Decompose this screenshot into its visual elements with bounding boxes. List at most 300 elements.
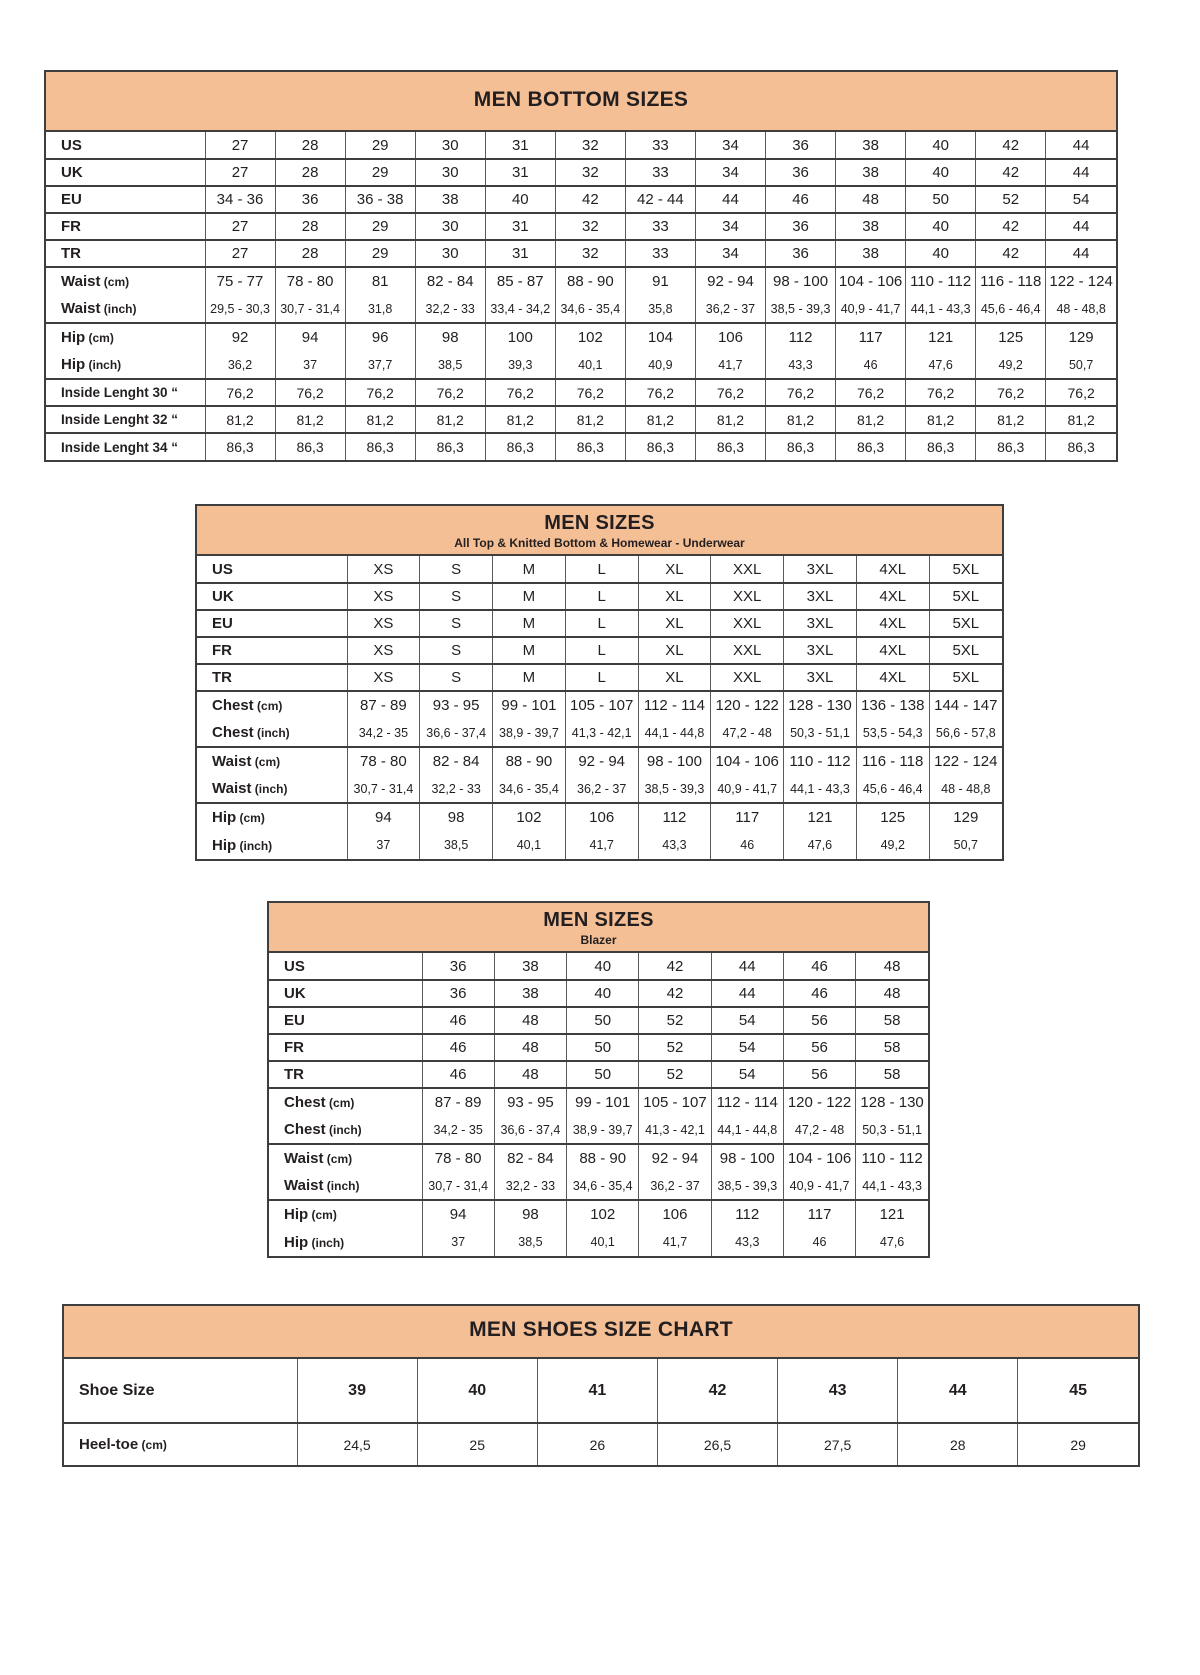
table-cell: 48 (836, 186, 906, 213)
row-label: Shoe Size (79, 1381, 155, 1399)
table-cell: 48 (856, 980, 928, 1007)
men-bottom-sizes-table (46, 132, 1116, 460)
table-cell: 122 - 124 (1046, 267, 1116, 295)
table-cell: 36 (422, 980, 494, 1007)
table-cell: 76,2 (205, 379, 275, 406)
row-label: Hip (inch) (61, 356, 122, 373)
table-cell: 47,2 - 48 (711, 719, 784, 747)
table-cell: 81,2 (205, 406, 275, 433)
row-label: Inside Lenght 34 “ (46, 433, 205, 460)
table-cell: 44 (695, 186, 765, 213)
table-cell: 46 (422, 1061, 494, 1088)
table-cell: L (565, 664, 638, 691)
table-cell: 41 (537, 1359, 657, 1423)
table-cell: 34,6 - 35,4 (493, 775, 566, 803)
row-label: EU (269, 1007, 422, 1034)
table-cell: 117 (836, 323, 906, 351)
table-cell: 52 (639, 1061, 711, 1088)
table-cell: 43,3 (638, 831, 711, 859)
table-cell: 52 (639, 1034, 711, 1061)
table-cell: 52 (976, 186, 1046, 213)
table-cell: 40,1 (493, 831, 566, 859)
table-cell: S (420, 556, 493, 583)
table-cell: M (493, 556, 566, 583)
table-cell: 41,3 - 42,1 (639, 1116, 711, 1144)
table-cell: 38,9 - 39,7 (493, 719, 566, 747)
table-cell: 41,7 (695, 351, 765, 379)
table-cell: 31 (485, 159, 555, 186)
table-row (46, 240, 1116, 267)
table-cell: 40,1 (555, 351, 625, 379)
table-cell: 121 (906, 323, 976, 351)
table-title: MEN SIZES (543, 908, 654, 931)
table-cell: 37,7 (345, 351, 415, 379)
table-cell: 82 - 84 (494, 1144, 566, 1172)
table-cell: 38,5 - 39,3 (766, 295, 836, 323)
row-label: Waist (cm) (269, 1144, 422, 1172)
table-cell: 86,3 (836, 433, 906, 460)
table-cell: 86,3 (345, 433, 415, 460)
table-cell: 92 - 94 (565, 747, 638, 775)
table-cell: 94 (347, 803, 420, 831)
table-cell: 26,5 (657, 1423, 777, 1465)
table-cell: 144 - 147 (929, 691, 1002, 719)
table-cell: 78 - 80 (347, 747, 420, 775)
table-cell: 35,8 (625, 295, 695, 323)
table-cell: 31 (485, 240, 555, 267)
table-cell: 33 (625, 159, 695, 186)
table-row (197, 747, 1002, 775)
table-cell: 28 (275, 132, 345, 159)
table-cell: 44,1 - 43,3 (856, 1172, 928, 1200)
table-cell: 50 (567, 1034, 639, 1061)
table-cell: 86,3 (205, 433, 275, 460)
table-cell: 37 (347, 831, 420, 859)
row-label: Waist (inch) (61, 300, 137, 317)
table-row (46, 159, 1116, 186)
table-cell: 36 - 38 (345, 186, 415, 213)
table-cell: 36,2 - 37 (565, 775, 638, 803)
table-cell: 47,6 (784, 831, 857, 859)
table-row (269, 1172, 928, 1200)
table-cell: 47,2 - 48 (783, 1116, 855, 1144)
table-cell: 40 (906, 213, 976, 240)
table-cell: 106 (695, 323, 765, 351)
table-cell: 96 (345, 323, 415, 351)
table-cell: 30 (415, 240, 485, 267)
table-row (46, 186, 1116, 213)
table-cell: 40 (417, 1359, 537, 1423)
table-cell: 116 - 118 (976, 267, 1046, 295)
table-cell: 58 (856, 1034, 928, 1061)
table-cell: 50 (906, 186, 976, 213)
table-cell: 42 (976, 240, 1046, 267)
table-cell: 52 (639, 1007, 711, 1034)
table-cell: 81,2 (766, 406, 836, 433)
table-cell: 46 (422, 1034, 494, 1061)
table-cell: 32 (555, 132, 625, 159)
table-title: MEN BOTTOM SIZES (473, 87, 689, 111)
men-size-charts-page (0, 70, 1200, 1467)
table-cell: 42 (976, 159, 1046, 186)
table-cell: 30 (415, 132, 485, 159)
table-cell: 81,2 (695, 406, 765, 433)
table-cell: 76,2 (485, 379, 555, 406)
table-cell: 86,3 (976, 433, 1046, 460)
table-row (46, 323, 1116, 351)
table-cell: 5XL (929, 637, 1002, 664)
table-cell: 31,8 (345, 295, 415, 323)
table-cell: 27 (205, 213, 275, 240)
table-cell: XS (347, 637, 420, 664)
table-cell: 48 (494, 1007, 566, 1034)
row-label: Hip (cm) (269, 1200, 422, 1228)
row-label: TR (46, 240, 205, 267)
table-cell: 81,2 (485, 406, 555, 433)
table-cell: 38,5 - 39,3 (638, 775, 711, 803)
row-label: UK (197, 583, 347, 610)
table-cell: 122 - 124 (929, 747, 1002, 775)
table-cell: 86,3 (555, 433, 625, 460)
table-cell: 86,3 (625, 433, 695, 460)
table-row (269, 953, 928, 980)
table-cell: XXL (711, 556, 784, 583)
table-cell: 36,2 - 37 (639, 1172, 711, 1200)
table-cell: 44 (1046, 240, 1116, 267)
table-row (46, 213, 1116, 240)
table-row (197, 556, 1002, 583)
table-cell: 34 (695, 159, 765, 186)
table-cell: 40,9 - 41,7 (783, 1172, 855, 1200)
table-cell: L (565, 556, 638, 583)
table-cell: XS (347, 664, 420, 691)
table-cell: 40 (906, 240, 976, 267)
table-cell: 106 (565, 803, 638, 831)
table-cell: XL (638, 583, 711, 610)
table-cell: 42 (555, 186, 625, 213)
table-cell: 86,3 (415, 433, 485, 460)
table-cell: 82 - 84 (420, 747, 493, 775)
table-row (197, 775, 1002, 803)
table-cell: 46 (422, 1007, 494, 1034)
table-cell: 91 (625, 267, 695, 295)
row-label: US (61, 136, 82, 154)
table-banner (64, 1306, 1138, 1359)
table-cell: 44 (711, 980, 783, 1007)
table-cell: 128 - 130 (784, 691, 857, 719)
table-cell: 54 (711, 1007, 783, 1034)
table-cell: 92 - 94 (639, 1144, 711, 1172)
table-cell: 42 - 44 (625, 186, 695, 213)
table-row (197, 637, 1002, 664)
table-cell: 92 (205, 323, 275, 351)
table-cell: 29 (1018, 1423, 1138, 1465)
table-cell: 120 - 122 (711, 691, 784, 719)
table-cell: 98 - 100 (638, 747, 711, 775)
table-banner (46, 72, 1116, 132)
table-cell: 48 (494, 1061, 566, 1088)
table-cell: 98 (420, 803, 493, 831)
table-cell: 36,2 (205, 351, 275, 379)
row-label: Hip (inch) (284, 1233, 345, 1251)
row-label: FR (269, 1034, 422, 1061)
table-row (197, 583, 1002, 610)
table-cell: 38 (415, 186, 485, 213)
table-row (46, 351, 1116, 379)
table-cell: 49,2 (976, 351, 1046, 379)
table-cell: 117 (711, 803, 784, 831)
table-cell: 56 (783, 1034, 855, 1061)
table-cell: 33 (625, 132, 695, 159)
table-frame (195, 504, 1004, 861)
men-bottom-sizes-section (44, 70, 1118, 462)
table-cell: 38,5 - 39,3 (711, 1172, 783, 1200)
table-cell: 40 (567, 980, 639, 1007)
table-cell: 36,6 - 37,4 (420, 719, 493, 747)
table-cell: XL (638, 664, 711, 691)
table-cell: 102 (567, 1200, 639, 1228)
table-cell: 110 - 112 (784, 747, 857, 775)
row-label: Inside Lenght 30 “ (46, 379, 205, 406)
table-cell: 86,3 (1046, 433, 1116, 460)
table-cell: XS (347, 610, 420, 637)
table-cell: 34 (695, 132, 765, 159)
table-cell: 34,2 - 35 (422, 1116, 494, 1144)
table-cell: 42 (639, 953, 711, 980)
table-cell: L (565, 637, 638, 664)
table-cell: 44,1 - 44,8 (711, 1116, 783, 1144)
table-cell: 48 (856, 953, 928, 980)
table-cell: 34 (695, 213, 765, 240)
table-cell: 28 (275, 213, 345, 240)
row-label: Hip (cm) (46, 323, 205, 351)
table-cell: 34,2 - 35 (347, 719, 420, 747)
table-cell: 36,2 - 37 (695, 295, 765, 323)
row-label: Waist (cm) (46, 267, 205, 295)
table-cell: L (565, 610, 638, 637)
table-cell: 98 - 100 (711, 1144, 783, 1172)
table-cell: 38 (836, 240, 906, 267)
table-cell: 44,1 - 44,8 (638, 719, 711, 747)
table-row (269, 1228, 928, 1256)
table-cell: 41,3 - 42,1 (565, 719, 638, 747)
table-cell: 36 (422, 953, 494, 980)
table-cell: 44 (1046, 132, 1116, 159)
table-cell: 32 (555, 213, 625, 240)
table-cell: 102 (493, 803, 566, 831)
table-cell: 32 (555, 240, 625, 267)
table-cell: 42 (976, 213, 1046, 240)
table-cell: 44,1 - 43,3 (784, 775, 857, 803)
table-row (269, 1144, 928, 1172)
table-cell: 33 (625, 240, 695, 267)
table-cell: 136 - 138 (856, 691, 929, 719)
table-cell: S (420, 610, 493, 637)
table-row (46, 295, 1116, 323)
table-cell: 46 (783, 953, 855, 980)
table-cell: 92 - 94 (695, 267, 765, 295)
table-cell: 104 - 106 (783, 1144, 855, 1172)
table-row (269, 1007, 928, 1034)
table-cell: 75 - 77 (205, 267, 275, 295)
table-cell: 76,2 (555, 379, 625, 406)
table-cell: 40 (906, 159, 976, 186)
table-cell: 76,2 (766, 379, 836, 406)
table-cell: 88 - 90 (493, 747, 566, 775)
row-label: Waist (cm) (197, 747, 347, 775)
men-shoes-size-chart-section (62, 1304, 1140, 1467)
table-cell: 99 - 101 (567, 1088, 639, 1116)
table-cell: 34,6 - 35,4 (555, 295, 625, 323)
row-label: UK (269, 980, 422, 1007)
table-cell: 58 (856, 1061, 928, 1088)
table-cell: 86,3 (485, 433, 555, 460)
table-cell: 32,2 - 33 (420, 775, 493, 803)
table-cell: 30,7 - 31,4 (275, 295, 345, 323)
table-cell: 32,2 - 33 (415, 295, 485, 323)
table-cell: 99 - 101 (493, 691, 566, 719)
table-row (269, 980, 928, 1007)
table-cell: 38,5 (494, 1228, 566, 1256)
table-cell: 38 (836, 132, 906, 159)
men-top-sizes-section (195, 504, 1004, 861)
table-cell: 40 (906, 132, 976, 159)
table-cell: 36 (766, 213, 836, 240)
table-cell: 129 (929, 803, 1002, 831)
row-label: Heel-toe (cm) (64, 1423, 297, 1465)
table-cell: 28 (275, 240, 345, 267)
table-row (197, 610, 1002, 637)
table-cell: 88 - 90 (567, 1144, 639, 1172)
table-cell: 81,2 (345, 406, 415, 433)
table-cell: 45,6 - 46,4 (856, 775, 929, 803)
table-cell: 98 - 100 (766, 267, 836, 295)
men-blazer-sizes-table (269, 953, 928, 1256)
table-row (46, 379, 1116, 406)
table-cell: 81,2 (976, 406, 1046, 433)
row-label: TR (269, 1061, 422, 1088)
table-cell: 81,2 (906, 406, 976, 433)
table-cell: 34 - 36 (205, 186, 275, 213)
table-cell: 31 (485, 213, 555, 240)
table-cell: 32,2 - 33 (494, 1172, 566, 1200)
table-cell: 31 (485, 132, 555, 159)
row-label: EU (197, 610, 347, 637)
table-row (64, 1359, 1138, 1423)
table-cell: 30 (415, 159, 485, 186)
table-cell: 102 (555, 323, 625, 351)
table-cell: 4XL (856, 583, 929, 610)
table-cell: 94 (422, 1200, 494, 1228)
table-frame (62, 1304, 1140, 1467)
table-cell: 36 (766, 240, 836, 267)
table-cell: M (493, 583, 566, 610)
table-cell: 81,2 (415, 406, 485, 433)
table-cell: 4XL (856, 637, 929, 664)
table-cell: 56,6 - 57,8 (929, 719, 1002, 747)
table-cell: 46 (783, 1228, 855, 1256)
table-cell: 93 - 95 (494, 1088, 566, 1116)
table-cell: 36 (766, 159, 836, 186)
table-cell: 5XL (929, 610, 1002, 637)
table-cell: 36 (766, 132, 836, 159)
table-cell: 40,9 - 41,7 (711, 775, 784, 803)
table-cell: 54 (711, 1061, 783, 1088)
table-cell: 94 (275, 323, 345, 351)
table-cell: 121 (856, 1200, 928, 1228)
table-cell: S (420, 637, 493, 664)
row-label: UK (46, 159, 205, 186)
table-cell: 85 - 87 (485, 267, 555, 295)
table-cell: 120 - 122 (783, 1088, 855, 1116)
table-cell: 112 - 114 (638, 691, 711, 719)
table-title: MEN SHOES SIZE CHART (469, 1318, 733, 1342)
table-cell: S (420, 583, 493, 610)
table-cell: 81,2 (625, 406, 695, 433)
row-label: Chest (inch) (212, 724, 290, 741)
table-cell: 3XL (784, 556, 857, 583)
table-cell: 38 (836, 159, 906, 186)
table-cell: 40 (567, 953, 639, 980)
table-cell: XL (638, 637, 711, 664)
table-cell: 112 (766, 323, 836, 351)
table-row (46, 132, 1116, 159)
table-cell: 81,2 (555, 406, 625, 433)
table-cell: 76,2 (695, 379, 765, 406)
table-row (269, 1088, 928, 1116)
table-cell: XS (347, 583, 420, 610)
table-cell: 3XL (784, 610, 857, 637)
table-cell: 46 (711, 831, 784, 859)
table-cell: 48 - 48,8 (1046, 295, 1116, 323)
table-cell: 44 (711, 953, 783, 980)
table-cell: XS (347, 556, 420, 583)
table-row (46, 406, 1116, 433)
men-top-sizes-table (197, 556, 1002, 859)
table-cell: 38 (494, 953, 566, 980)
table-row (197, 831, 1002, 859)
table-frame (267, 901, 930, 1258)
table-cell: 37 (275, 351, 345, 379)
table-cell: 78 - 80 (275, 267, 345, 295)
table-cell: 46 (783, 980, 855, 1007)
table-cell: 5XL (929, 664, 1002, 691)
table-title: MEN SIZES (544, 511, 655, 534)
table-cell: 3XL (784, 664, 857, 691)
table-cell: 33,4 - 34,2 (485, 295, 555, 323)
table-cell: 81,2 (275, 406, 345, 433)
table-cell: 86,3 (906, 433, 976, 460)
table-row (197, 803, 1002, 831)
table-cell: 82 - 84 (415, 267, 485, 295)
table-cell: 129 (1046, 323, 1116, 351)
table-cell: 112 (711, 1200, 783, 1228)
table-cell: 76,2 (345, 379, 415, 406)
table-cell: 86,3 (766, 433, 836, 460)
table-cell: 76,2 (906, 379, 976, 406)
table-row (46, 267, 1116, 295)
table-row (197, 664, 1002, 691)
table-cell: 128 - 130 (856, 1088, 928, 1116)
men-shoes-size-chart-table (64, 1359, 1138, 1465)
row-label: US (212, 560, 233, 578)
row-label: Waist (inch) (284, 1177, 360, 1194)
table-cell: 76,2 (625, 379, 695, 406)
table-cell: 104 - 106 (836, 267, 906, 295)
table-cell: 24,5 (297, 1423, 417, 1465)
row-label: Chest (inch) (284, 1121, 362, 1138)
table-cell: 86,3 (695, 433, 765, 460)
